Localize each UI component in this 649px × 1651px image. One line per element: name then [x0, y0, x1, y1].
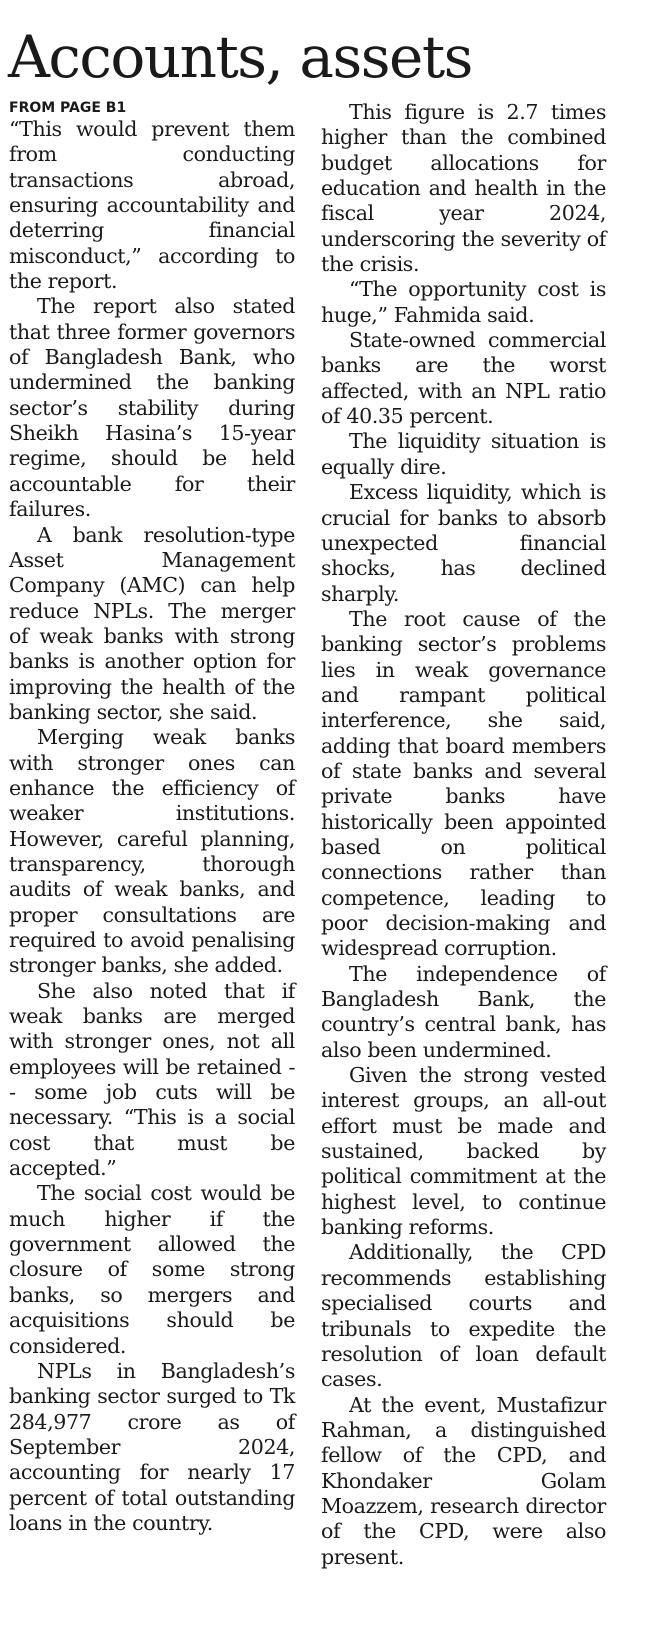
paragraph: Excess liquidity, which is crucial for banks to absorb unexpected financial shocks, has declined sharply. — [321, 480, 606, 606]
jump-line: FROM PAGE B1 — [9, 100, 127, 116]
paragraph: “This would prevent them from conducting transactions abroad, ensuring accountability and deterring financial misconduct,” according to the report. — [9, 117, 295, 294]
paragraph: NPLs in Bangladesh’s banking sector surged to Tk 284,977 crore as of September 2024, accounting for nearly 17 percent of total outstanding loans in the country. — [9, 1358, 295, 1535]
paragraph: Additionally, the CPD recommends establishing specialised courts and tribunals to expedite the resolution of loan default cases. — [321, 1240, 606, 1392]
paragraph: Given the strong vested interest groups, an all-out effort must be made and sustained, backed by political commitment at the highest level, to continue banking reforms. — [321, 1063, 606, 1240]
paragraph: “The opportunity cost is huge,” Fahmida said. — [321, 277, 606, 327]
paragraph: The independence of Bangladesh Bank, the country’s central bank, has also been undermined. — [321, 961, 606, 1062]
paragraph: This figure is 2.7 times higher than the combined budget allocations for education and health in the fiscal year 2024, underscoring the severity of the crisis. — [321, 100, 606, 277]
paragraph: The liquidity situation is equally dire. — [321, 429, 606, 479]
paragraph: Merging weak banks with stronger ones can enhance the efficiency of weaker institutions. However, careful planning, transparency, thorough audits of weak banks, and proper consultations are required to avoid penalising stronger banks, she added. — [9, 725, 295, 978]
paragraph: A bank resolution-type Asset Management Company (AMC) can help reduce NPLs. The merger of weak banks with strong banks is another option for improving the health of the banking sector, she said. — [9, 522, 295, 724]
paragraph: The report also stated that three former governors of Bangladesh Bank, who undermined the banking sector’s stability during Sheikh Hasina’s 15-year regime, should be held accountable for their failures. — [9, 294, 295, 522]
paragraph: The social cost would be much higher if the government allowed the closure of some strong banks, so mergers and acquisitions should be considered. — [9, 1181, 295, 1358]
paragraph: State-owned commercial banks are the worst affected, with an NPL ratio of 40.35 percent. — [321, 328, 606, 429]
paragraph: At the event, Mustafizur Rahman, a distinguished fellow of the CPD, and Khondaker Golam Moazzem, research director of the CPD, were also present. — [321, 1392, 606, 1569]
headline: Accounts, assets — [8, 23, 472, 91]
article-column-left — [9, 100, 295, 1536]
paragraph: The root cause of the banking sector’s problems lies in weak governance and rampant political interference, she said, adding that board members of state banks and several private banks have historically been appointed based on political connections rather than competence, leading to poor decision-making and widespread corruption. — [321, 606, 606, 961]
paragraph: She also noted that if weak banks are merged with stronger ones, not all employees will be retained -- some job cuts will be necessary. “This is a social cost that must be accepted.” — [9, 978, 295, 1181]
article-column-right — [321, 100, 606, 1570]
